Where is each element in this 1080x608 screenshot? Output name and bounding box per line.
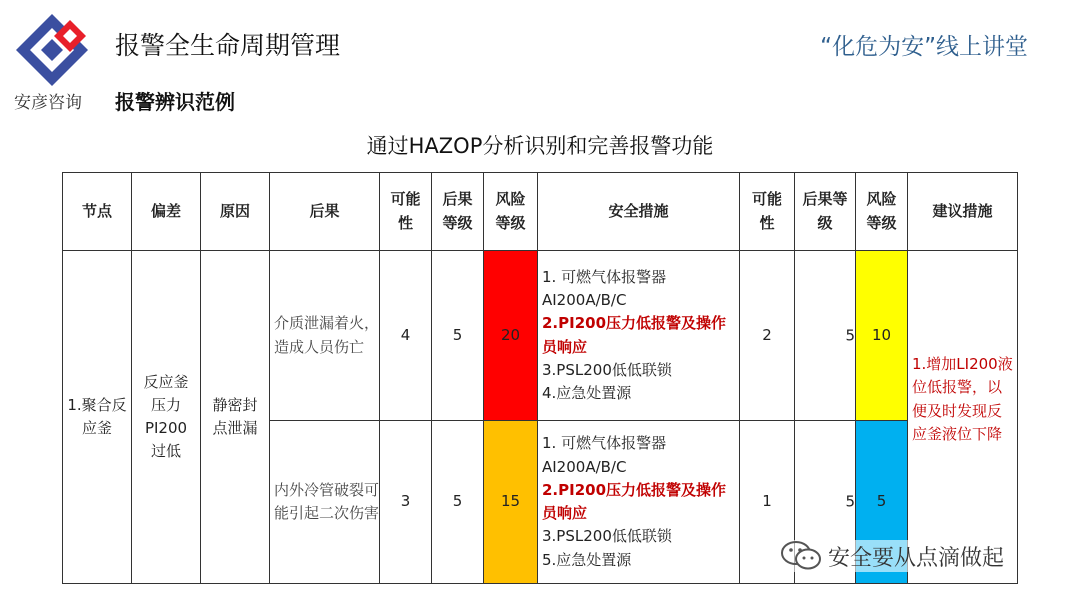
safeguard-item: 1. 可燃气体报警器AI200A/B/C bbox=[542, 434, 667, 476]
cell-deviation: 反应釜压力PI200过低 bbox=[132, 251, 201, 584]
cell-likelihood-2: 2 bbox=[740, 251, 795, 421]
header-risk: 风险等级 bbox=[484, 173, 538, 251]
cell-risk-2: 10 bbox=[856, 251, 908, 421]
safeguard-item: 3.PSL200低低联锁 bbox=[542, 527, 672, 546]
cell-safeguards bbox=[538, 251, 740, 421]
company-logo-icon bbox=[14, 12, 104, 92]
page-title: 报警全生命周期管理 bbox=[115, 31, 341, 60]
cell-consequence: 介质泄漏着火，造成人员伤亡 bbox=[270, 251, 380, 421]
header-likelihood-2: 可能性 bbox=[740, 173, 795, 251]
hazop-table bbox=[62, 172, 1018, 584]
header-consequence: 后果 bbox=[270, 173, 380, 251]
slogan: “化危为安”线上讲堂 bbox=[820, 34, 1028, 60]
cell-severity: 5 bbox=[432, 251, 484, 421]
cell-risk: 15 bbox=[484, 421, 538, 584]
page-subtitle: 报警辨识范例 bbox=[115, 90, 235, 114]
safeguard-item: 1. 可燃气体报警器AI200A/B/C bbox=[542, 267, 667, 309]
header-deviation: 偏差 bbox=[132, 173, 201, 251]
table-header-row bbox=[63, 173, 1018, 251]
header-recommendation: 建议措施 bbox=[908, 173, 1018, 251]
cell-recommendation: 1.增加LI200液位低报警，以便及时发现反应釜液位下降 bbox=[908, 251, 1018, 584]
table-row bbox=[63, 251, 1018, 421]
cell-consequence: 内外冷管破裂可能引起二次伤害 bbox=[270, 421, 380, 584]
cell-likelihood: 4 bbox=[380, 251, 432, 421]
severity-2-value: 5 bbox=[845, 325, 855, 344]
watermark bbox=[780, 540, 1004, 572]
wechat-icon bbox=[780, 540, 824, 572]
safeguard-item: 5.应急处置源 bbox=[542, 550, 632, 569]
cell-severity-2 bbox=[795, 251, 856, 421]
header-likelihood: 可能性 bbox=[380, 173, 432, 251]
cell-likelihood: 3 bbox=[380, 421, 432, 584]
cell-node: 1.聚合反应釜 bbox=[63, 251, 132, 584]
safeguard-item: 3.PSL200低低联锁 bbox=[542, 360, 672, 379]
header-safeguards: 安全措施 bbox=[538, 173, 740, 251]
table-caption: 通过HAZOP分析识别和完善报警功能 bbox=[366, 134, 714, 158]
cell-risk-2: 5 bbox=[856, 421, 908, 584]
watermark-text: 安全要从点滴做起 bbox=[828, 545, 1005, 571]
header-severity: 后果等级 bbox=[432, 173, 484, 251]
cell-risk: 20 bbox=[484, 251, 538, 421]
cell-safeguards bbox=[538, 421, 740, 584]
severity-2-value: 5 bbox=[845, 492, 855, 511]
header-risk-2: 风险等级 bbox=[856, 173, 908, 251]
safeguard-item-emphasis: 2.PI200压力低报警及操作员响应 bbox=[542, 314, 727, 356]
safeguard-item: 4.应急处置源 bbox=[542, 384, 632, 402]
cell-cause: 静密封点泄漏 bbox=[201, 251, 270, 584]
header-cause: 原因 bbox=[201, 173, 270, 251]
safeguard-item-emphasis: 2.PI200压力低报警及操作员响应 bbox=[542, 480, 727, 522]
header-node: 节点 bbox=[63, 173, 132, 251]
cell-severity: 5 bbox=[432, 421, 484, 584]
header-severity-2: 后果等级 bbox=[795, 173, 856, 251]
company-name: 安彦咨询 bbox=[14, 93, 82, 113]
cell-likelihood-2: 1 bbox=[740, 421, 795, 584]
